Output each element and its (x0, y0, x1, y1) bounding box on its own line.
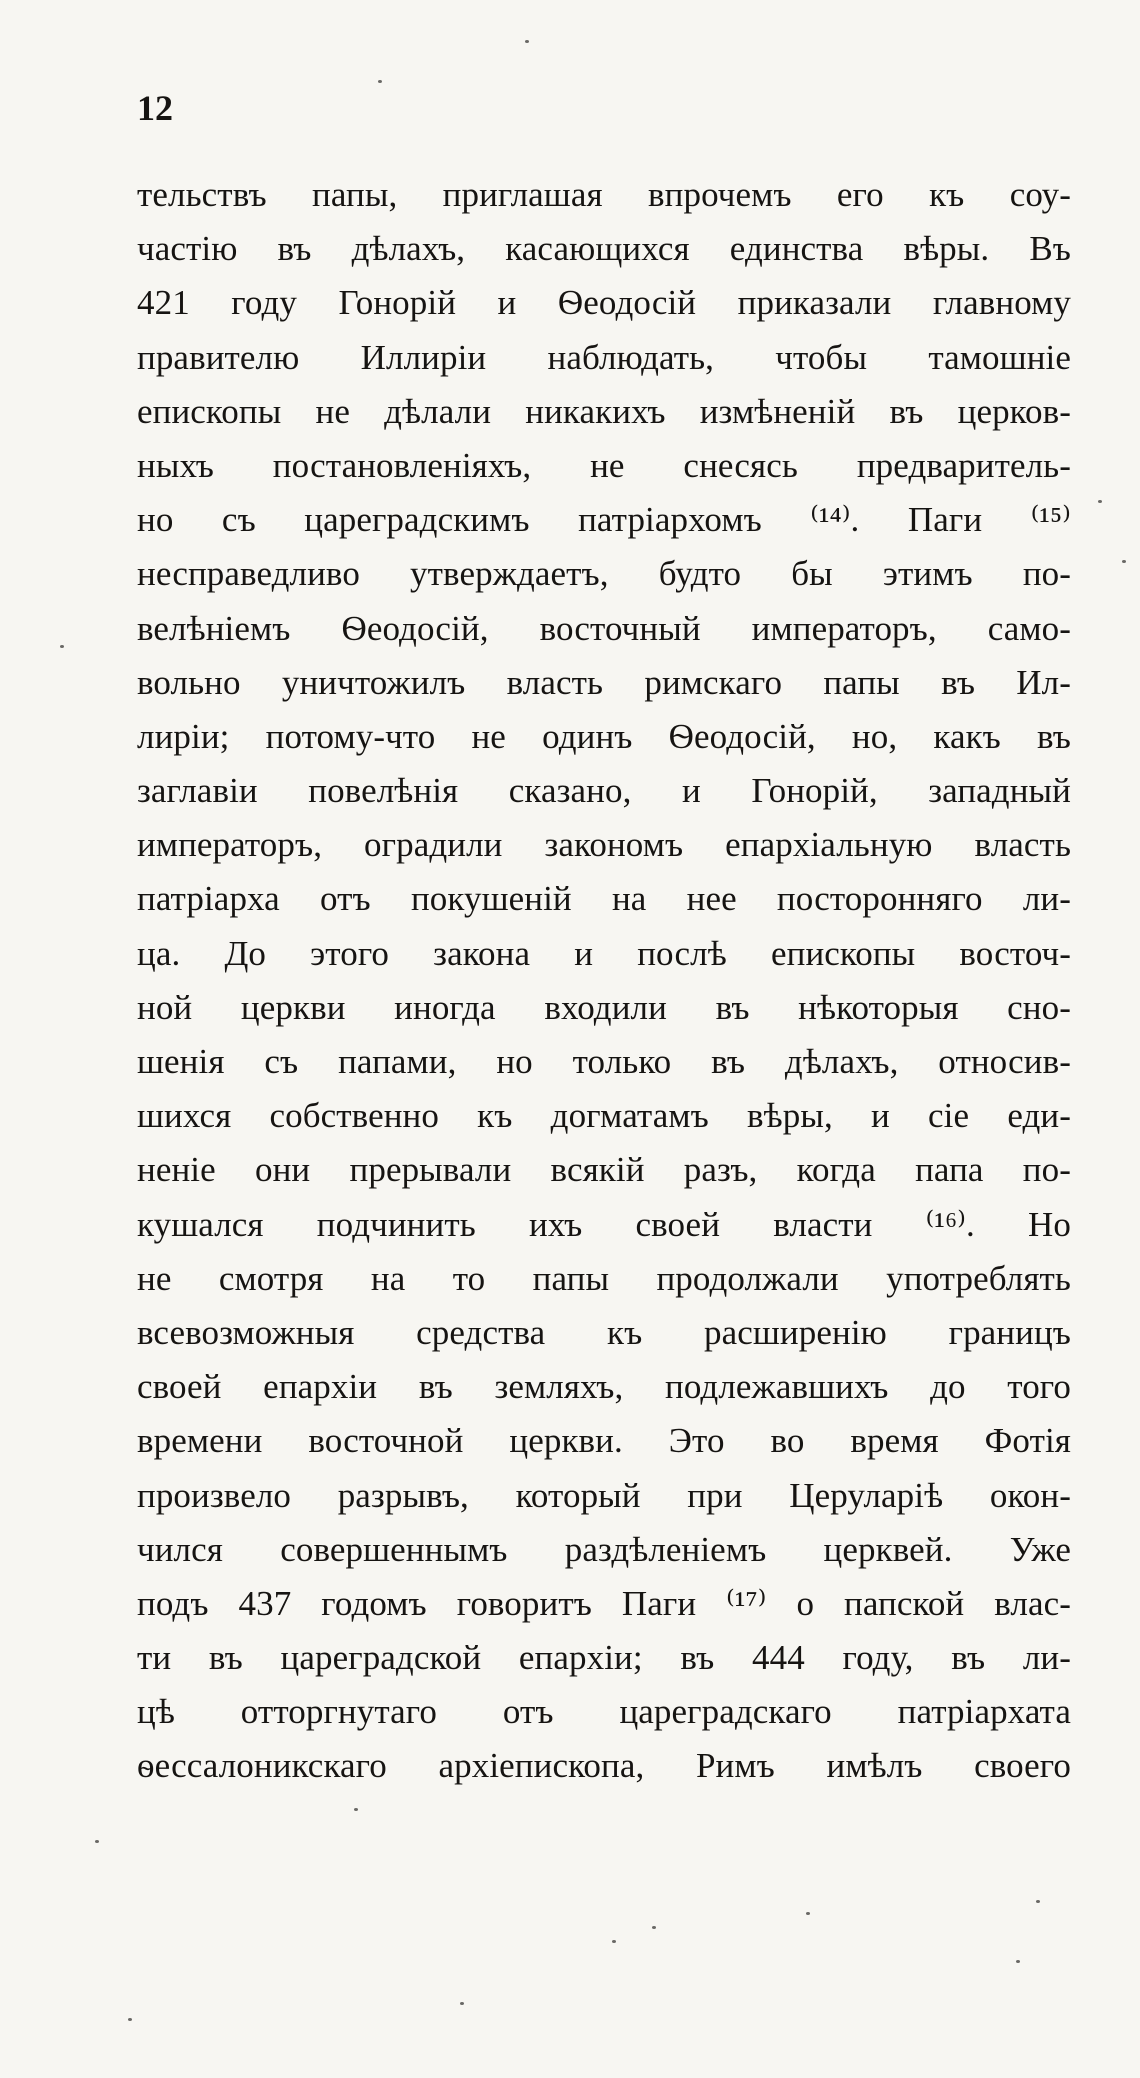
text-line: времени восточной церкви. Это во время Фотія (137, 1421, 1071, 1461)
text-line: кушался подчинить ихъ своей власти ⁽¹⁶⁾. Но (137, 1204, 1071, 1244)
text-line: вольно уничтожилъ власть римскаго папы въ Ил- (137, 662, 1071, 702)
text-line: не смотря на то папы продолжали употреблять (137, 1258, 1071, 1298)
text-line: ныхъ постановленіяхъ, не снесясь предваритель- (137, 445, 1071, 485)
text-line: частію въ дѣлахъ, касающихся единства вѣры. Въ (137, 229, 1071, 269)
scan-speck (525, 40, 529, 43)
text-line: подъ 437 годомъ говоритъ Паги ⁽¹⁷⁾ о папской влас- (137, 1583, 1071, 1623)
scan-speck (1016, 1960, 1020, 1963)
text-line: ѳессалоникскаго архіепископа, Римъ имѣлъ своего (137, 1746, 1071, 1786)
text-line: неніе они прерывали всякій разъ, когда папа по- (137, 1150, 1071, 1190)
text-line: ной церкви иногда входили въ нѣкоторыя сно- (137, 987, 1071, 1027)
body-text (137, 168, 1071, 1794)
text-line: шихся собственно къ догматамъ вѣры, и сіе еди- (137, 1096, 1071, 1136)
text-line: заглавіи повелѣнія сказано, и Гонорій, западный (137, 771, 1071, 811)
text-line: своей епархіи въ земляхъ, подлежавшихъ до того (137, 1367, 1071, 1407)
scan-speck (806, 1912, 810, 1915)
scan-speck (1036, 1900, 1040, 1903)
text-line: патріарха отъ покушеній на нее посторонняго ли- (137, 879, 1071, 919)
scan-speck (612, 1940, 616, 1943)
scan-speck (60, 645, 64, 648)
text-line: лиріи; потому-что не одинъ Ѳеодосій, но, какъ въ (137, 716, 1071, 756)
text-line: правителю Иллиріи наблюдать, чтобы тамошніе (137, 337, 1071, 377)
scan-speck (460, 2002, 464, 2005)
text-line: но съ цареградскимъ патріархомъ ⁽¹⁴⁾. Паги ⁽¹⁵⁾ (137, 500, 1071, 540)
text-line: ти въ цареградской епархіи; въ 444 году, въ ли- (137, 1638, 1071, 1678)
scan-speck (1122, 560, 1126, 563)
text-line: всевозможныя средства къ расширенію границъ (137, 1312, 1071, 1352)
text-line: чился совершеннымъ раздѣленіемъ церквей. Уже (137, 1529, 1071, 1569)
text-line: цѣ отторгнутаго отъ цареградскаго патріархата (137, 1692, 1071, 1732)
scan-speck (354, 1808, 358, 1811)
scan-speck (128, 2018, 132, 2021)
text-line: тельствъ папы, приглашая впрочемъ его къ соу- (137, 175, 1071, 214)
scan-speck (1098, 500, 1102, 503)
text-line: велѣніемъ Ѳеодосій, восточный императоръ, само- (137, 608, 1071, 648)
page-number: 12 (137, 88, 173, 128)
text-line: произвело разрывъ, который при Церуларіѣ окон- (137, 1475, 1071, 1515)
text-line: 421 году Гонорій и Ѳеодосій приказали главному (137, 283, 1071, 323)
text-line: императоръ, оградили закономъ епархіальную власть (137, 825, 1071, 865)
text-line: несправедливо утверждаетъ, будто бы этимъ по- (137, 554, 1071, 594)
scan-speck (652, 1926, 656, 1929)
scan-speck (378, 80, 382, 83)
text-line: епископы не дѣлали никакихъ измѣненій въ церков- (137, 391, 1071, 431)
text-line: шенія съ папами, но только въ дѣлахъ, относив- (137, 1042, 1071, 1081)
text-line: ца. До этого закона и послѣ епископы восточ- (137, 933, 1071, 973)
scan-speck (95, 1840, 99, 1843)
